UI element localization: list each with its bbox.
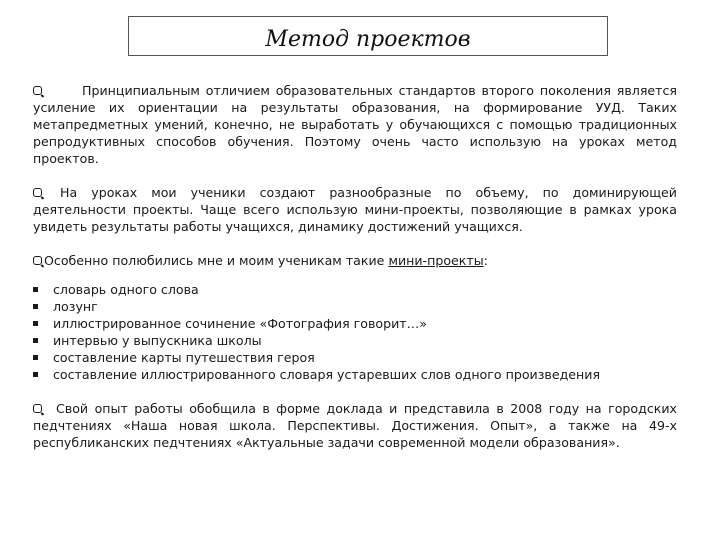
list-item [33,281,677,298]
q-checkbox-icon [33,86,42,95]
square-bullet-icon [33,372,38,377]
square-bullet-icon [33,338,38,343]
paragraph-experience-text: Свой опыт работы обобщила в форме доклада и представила в 2008 году на городских педчтениях «Наша новая школа. Перспективы. Достижения. Опыт», а также на 49-х республиканских педчтениях «Актуальные задачи современной модели образования». [33,401,677,450]
list-item-text: иллюстрированное сочинение «Фотография говорит…» [53,316,427,331]
list-item-text: лозунг [53,299,98,314]
list-item-text: составление иллюстрированного словаря устаревших слов одного произведения [53,367,601,382]
q-checkbox-icon [33,404,42,413]
paragraph-standards [33,82,677,167]
list-item [33,366,677,383]
paragraph-projects-text: На уроках мои ученики создают разнообразные по объему, по доминирующей деятельности проекты. Чаще всего использую мини-проекты, позволяющие в рамках урока увидеть результаты работы учащихся, динамику достижений учащихся. [33,185,677,234]
list-item-text: составление карты путешествия героя [53,350,315,365]
square-bullet-icon [33,304,38,309]
mini-projects-list [33,281,677,383]
list-item-text: интервью у выпускника школы [53,333,262,348]
list-item [33,332,677,349]
paragraph-mini-projects-colon: : [483,253,488,268]
paragraph-standards-text: Принципиальным отличием образовательных стандартов второго поколения является усиление их ориентации на результаты образования, на формирование УУД. Таких метапредметных умений, конечно, не выработать у обучающихся с помощью традиционных репродуктивных способов обучения. Поэтому очень часто использую на уроках метод проектов. [33,83,677,166]
list-item [33,349,677,366]
slide-title: Метод проектов [265,27,471,52]
paragraph-experience [33,400,677,451]
list-item [33,298,677,315]
paragraph-projects [33,184,677,235]
paragraph-mini-projects-intro: Особенно полюбились мне и моим ученикам такие [44,253,385,268]
list-item [33,315,677,332]
list-item-text: словарь одного слова [53,282,199,297]
mini-projects-link[interactable]: мини-проекты [388,253,484,268]
content-area [33,82,677,451]
square-bullet-icon [33,355,38,360]
q-checkbox-icon [33,188,42,197]
title-box [128,16,608,56]
square-bullet-icon [33,287,38,292]
q-checkbox-icon [33,256,42,265]
paragraph-mini-projects [33,252,677,269]
square-bullet-icon [33,321,38,326]
